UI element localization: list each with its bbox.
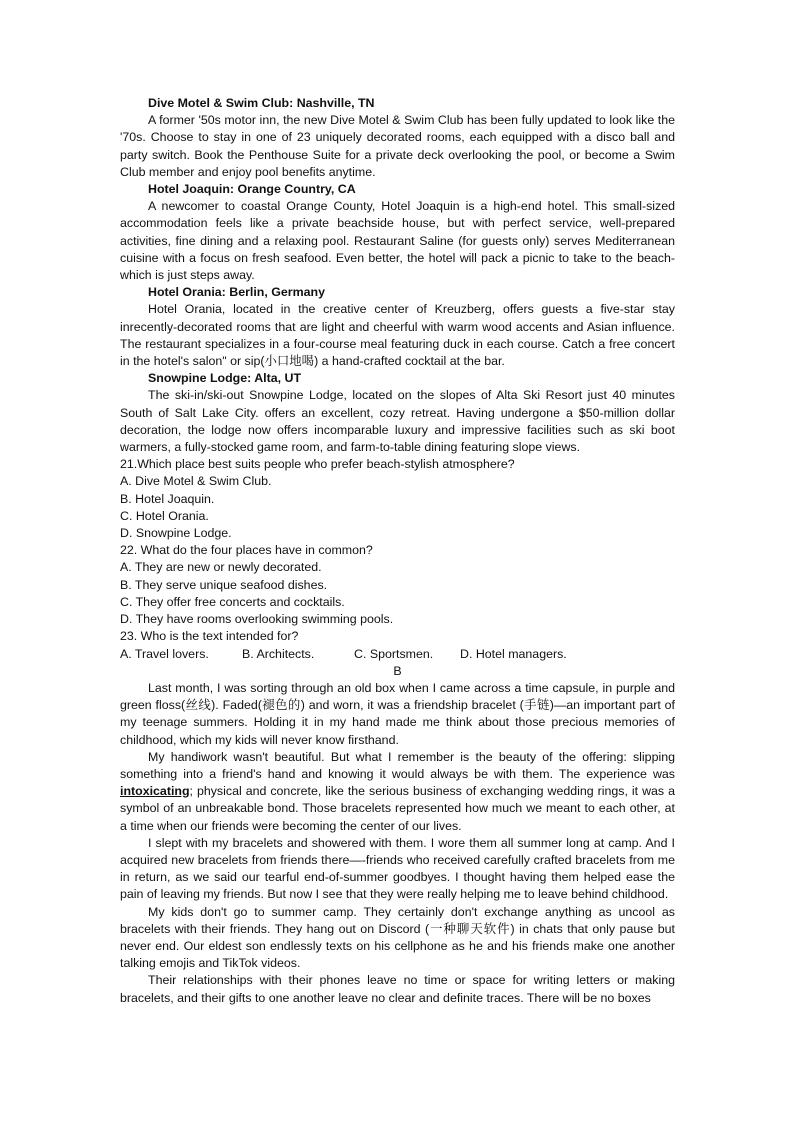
question-21-option-a: A. Dive Motel & Swim Club. — [120, 474, 272, 489]
paragraph-2-text-before: My handiwork wasn't beautiful. But what I remember is the beauty of the offering: slipping something into a friend's hand and knowing it would always be with them. The experience was — [120, 749, 675, 781]
hotel-description-dive-motel: A former '50s motor inn, the new Dive Motel & Swim Club has been fully updated to look like the '70s. Choose to stay in one of 23 uniquely decorated rooms, each equipped with a disco ball and party switch. Book the Penthouse Suite for a private deck overlooking the pool, or become a Swim Club member and enjoy pool benefits anytime. — [120, 113, 675, 179]
section-b-paragraph-3: I slept with my bracelets and showered with them. I wore them all summer long at camp. And I acquired new bracelets from friends there—-friends who received carefully crafted bracelets from me in return, as we said our tearful end-of-summer goodbyes. I thought having them helped ease the pain of leaving my friends. But now I see that they were really helping me to leave behind childhood. — [120, 835, 675, 902]
section-b-paragraph-5: Their relationships with their phones leave no time or space for writing letters or making bracelets, and their gifts to one another leave no clear and definite traces. There will be no boxes — [120, 973, 675, 1005]
hotel-heading-orania: Hotel Orania: Berlin, Germany — [148, 285, 325, 300]
section-b-paragraph-2 — [120, 749, 675, 835]
section-b-paragraph-1: Last month, I was sorting through an old box when I came across a time capsule, in purple and green floss(丝线). Faded(褪色的) and worn, it was a friendship bracelet (手链)—an important part of my teenage summers. Holding it in my hand made me think about those precious memories of childhood, which my kids will never know firsthand. — [120, 680, 675, 747]
hotel-heading-dive-motel: Dive Motel & Swim Club: Nashville, TN — [148, 96, 375, 110]
document-page — [120, 95, 675, 1007]
hotel-description-orania: Hotel Orania, located in the creative center of Kreuzberg, offers guests a five-star stay inrecently-decorated rooms that are light and cheerful with warm wood accents and Asian influence. The restaurant specializes in a four-course meal featuring duck in each course. Catch a free concert in the hotel's salon" or sip(小口地喝) a hand-crafted cocktail at the bar. — [120, 302, 675, 369]
question-23-stem: 23. Who is the text intended for? — [120, 629, 299, 644]
paragraph-2-text-after: ; physical and concrete, like the serious business of exchanging wedding rings, it was a symbol of an unbreakable bond. Those bracelets represented how much we meant to each other, at a time when our friends were becoming the center of our lives. — [120, 784, 675, 833]
question-21-option-d: D. Snowpine Lodge. — [120, 526, 232, 541]
question-23-option-d: D. Hotel managers. — [460, 646, 567, 661]
question-23-option-c: C. Sportsmen. — [354, 646, 434, 661]
question-22-option-d: D. They have rooms overlooking swimming pools. — [120, 612, 394, 627]
question-23-options — [120, 646, 675, 663]
question-22-option-c: C. They offer free concerts and cocktails. — [120, 594, 345, 609]
section-b-label: B — [393, 663, 402, 678]
underlined-keyword: intoxicating — [120, 784, 190, 799]
question-22-option-a: A. They are new or newly decorated. — [120, 560, 322, 575]
question-21-option-b: B. Hotel Joaquin. — [120, 491, 215, 506]
hotel-heading-snowpine: Snowpine Lodge: Alta, UT — [148, 371, 302, 386]
question-21-option-c: C. Hotel Orania. — [120, 508, 209, 523]
section-b-paragraph-4: My kids don't go to summer camp. They certainly don't exchange anything as uncool as bracelets with their friends. They hang out on Discord (一种聊天软件) in chats that only pause but never end. Our eldest son endlessly texts on his cellphone as he and his friends make one another talking emojis and TikTok videos. — [120, 904, 675, 971]
question-22-option-b: B. They serve unique seafood dishes. — [120, 577, 328, 592]
question-22-stem: 22. What do the four places have in common? — [120, 543, 373, 558]
hotel-heading-joaquin: Hotel Joaquin: Orange Country, CA — [148, 182, 356, 197]
question-23-option-b: B. Architects. — [242, 646, 315, 661]
hotel-description-joaquin: A newcomer to coastal Orange County, Hotel Joaquin is a high-end hotel. This small-sized accommodation feels like a private beachside house, but with perfect service, well-prepared activities, fine dining and a relaxing pool. Restaurant Saline (for guests only) serves Mediterranean cuisine with a focus on fresh seafood. Even better, the hotel will pack a picnic to take to the beach-which is just steps away. — [120, 199, 675, 283]
hotel-description-snowpine: The ski-in/ski-out Snowpine Lodge, located on the slopes of Alta Ski Resort just 40 minutes South of Salt Lake City. offers an excellent, cozy retreat. Having undergone a $50-million dollar decoration, the lodge now offers incomparable luxury and impressive facilities such as ski boot warmers, a fully-stocked game room, and farm-to-table dining featuring slope views. — [120, 388, 675, 455]
question-21-stem: 21.Which place best suits people who prefer beach-stylish atmosphere? — [120, 457, 515, 472]
question-23-option-a: A. Travel lovers. — [120, 646, 209, 661]
